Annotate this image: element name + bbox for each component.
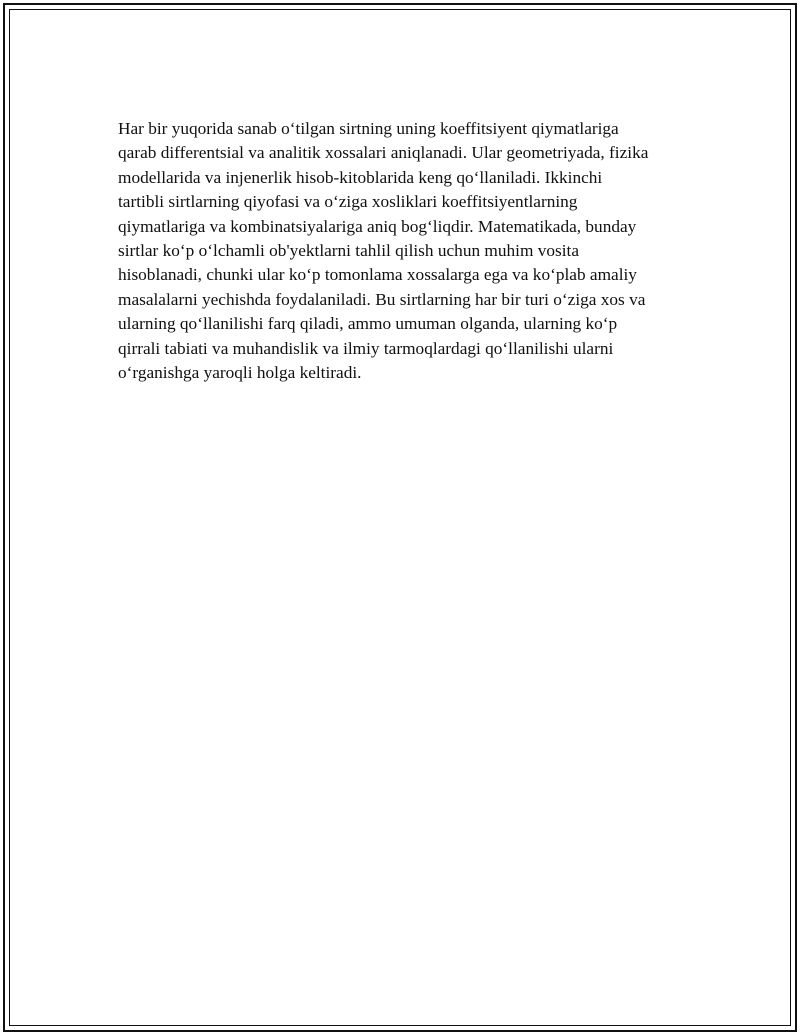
paragraph-line: sirtlar ko‘p o‘lchamli ob'yektlarni tahlil qilish uchun muhim vosita: [118, 241, 579, 261]
paragraph-line: tartibli sirtlarning qiyofasi va o‘ziga xosliklari koeffitsiyentlarning: [118, 192, 578, 212]
paragraph-line: qiymatlariga va kombinatsiyalariga aniq bog‘liqdir. Matematikada, bunday: [118, 216, 637, 236]
paragraph-line: masalalarni yechishda foydalaniladi. Bu sirtlarning har bir turi o‘ziga xos va: [118, 289, 646, 309]
paragraph-line: o‘rganishga yaroqli holga keltiradi.: [118, 363, 362, 383]
paragraph-line: modellarida va injenerlik hisob-kitoblarida keng qo‘llaniladi. Ikkinchi: [118, 167, 603, 187]
paragraph-line: qirrali tabiati va muhandislik va ilmiy tarmoqlardagi qo‘llanilishi ularni: [118, 338, 614, 358]
paragraph-line: Har bir yuqorida sanab o‘tilgan sirtning uning koeffitsiyent qiymatlariga: [118, 119, 619, 138]
paragraph-line: qarab differentsial va analitik xossalari aniqlanadi. Ular geometriyada, fizika: [118, 143, 649, 163]
paragraph-line: hisoblanadi, chunki ular ko‘p tomonlama xossalarga ega va ko‘plab amaliy: [118, 265, 637, 285]
paragraph-line: ularning qo‘llanilishi farq qiladi, ammo umuman olganda, ularning ko‘p: [118, 314, 618, 334]
body-paragraph: [118, 117, 708, 385]
